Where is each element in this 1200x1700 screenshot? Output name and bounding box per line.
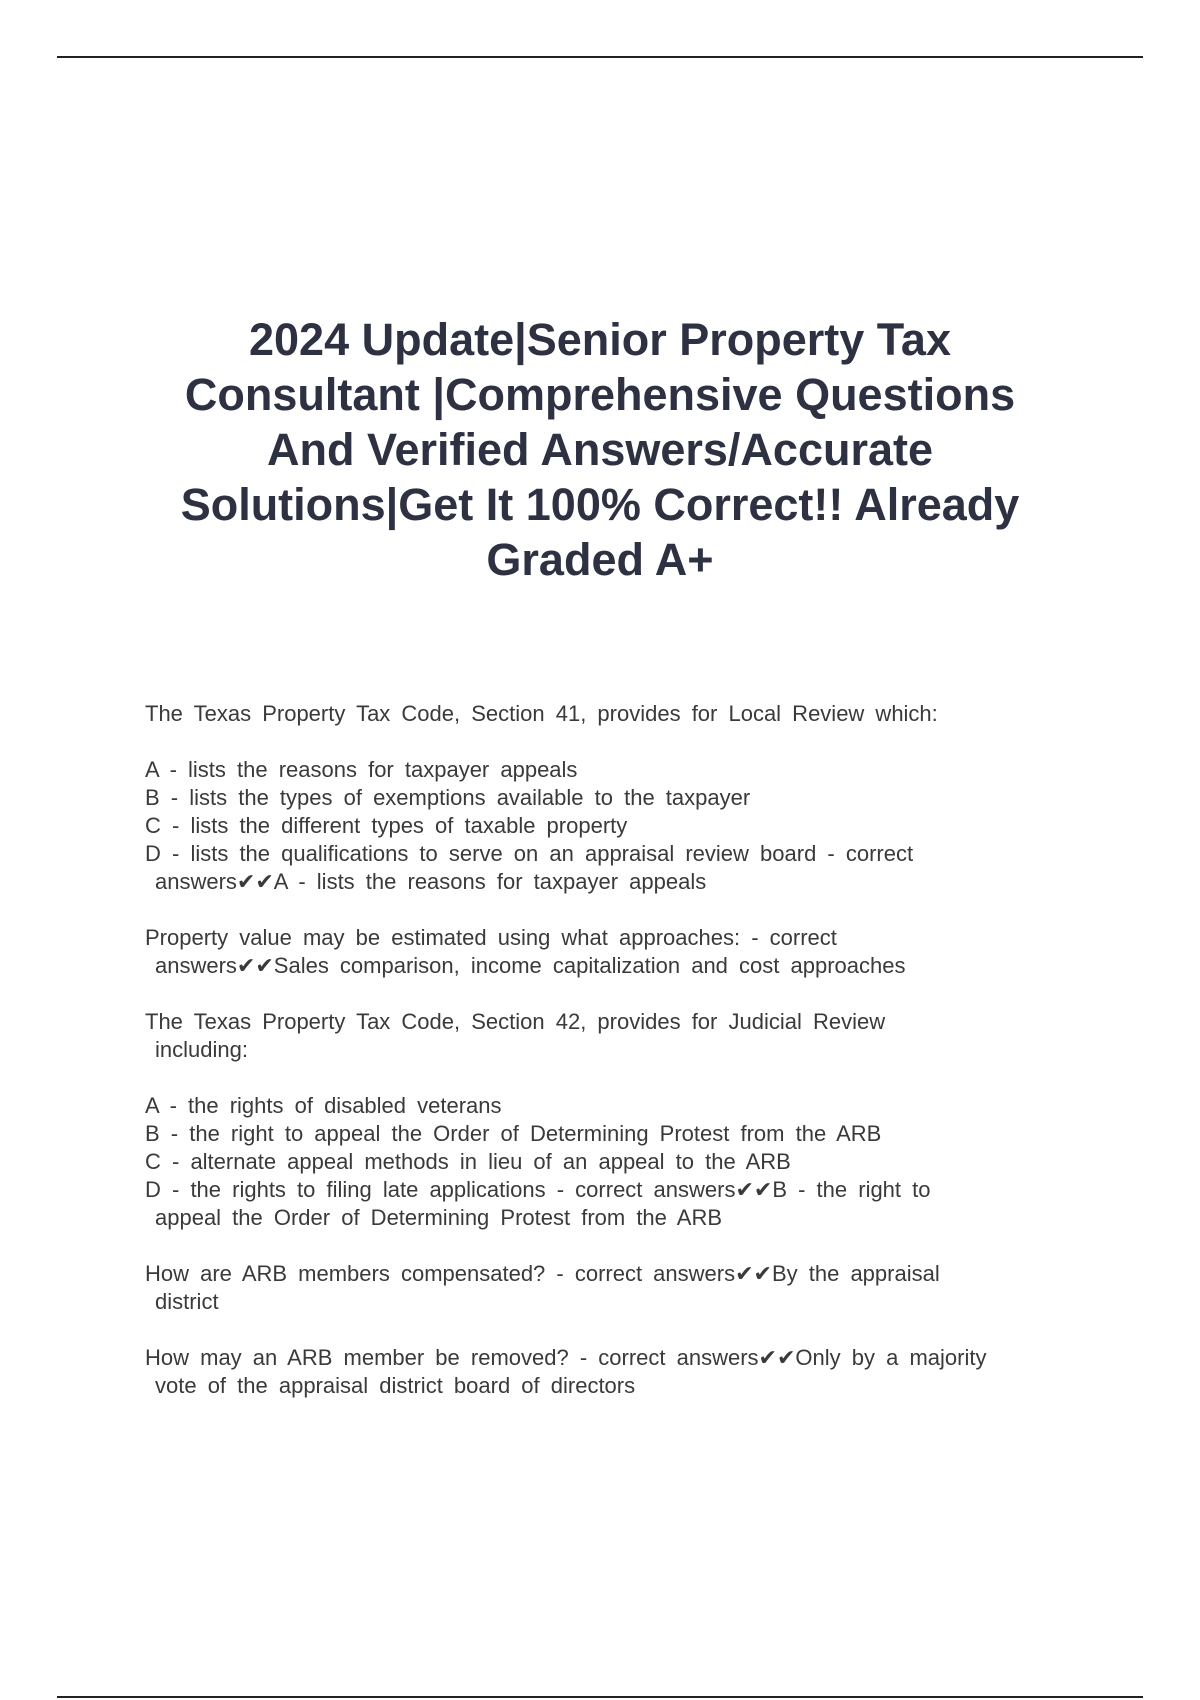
title-line: Solutions|Get It 100% Correct!! Already (180, 479, 1020, 530)
option-d: D - lists the qualifications to serve on an appraisal review board - correct (145, 841, 914, 866)
top-rule (57, 56, 1143, 58)
title-line: Consultant |Comprehensive Questions (184, 369, 1016, 420)
answer-text: vote of the appraisal district board of directors (155, 1373, 636, 1398)
question-text-continued: including: (155, 1037, 248, 1062)
blank-line (145, 1064, 1105, 1092)
question-block-2 (145, 924, 1105, 980)
question-list (145, 700, 1105, 1428)
option-a: A - the rights of disabled veterans (145, 1093, 502, 1118)
question-block-3 (145, 1008, 1105, 1232)
option-c: C - lists the different types of taxable property (145, 813, 628, 838)
title-line: Graded A+ (486, 534, 714, 585)
answer-text: district (155, 1289, 219, 1314)
option-c: C - alternate appeal methods in lieu of an appeal to the ARB (145, 1149, 791, 1174)
blank-line (145, 728, 1105, 756)
title-line: 2024 Update|Senior Property Tax (248, 314, 951, 365)
answer-text: appeal the Order of Determining Protest from the ARB (155, 1205, 723, 1230)
question-block-5 (145, 1344, 1105, 1400)
option-b: B - the right to appeal the Order of Determining Protest from the ARB (145, 1121, 882, 1146)
title-line: And Verified Answers/Accurate (266, 424, 934, 475)
question-text: The Texas Property Tax Code, Section 42, provides for Judicial Review (145, 1009, 886, 1034)
question-text: Property value may be estimated using what approaches: - correct (145, 925, 837, 950)
question-text: How are ARB members compensated? - correct answers✔✔By the appraisal (145, 1261, 940, 1286)
question-text: How may an ARB member be removed? - correct answers✔✔Only by a majority (145, 1345, 987, 1370)
answer-text: answers✔✔Sales comparison, income capitalization and cost approaches (155, 953, 906, 978)
question-text: The Texas Property Tax Code, Section 41, provides for Local Review which: (145, 701, 938, 726)
option-d: D - the rights to filing late applications - correct answers✔✔B - the right to (145, 1177, 931, 1202)
option-a: A - lists the reasons for taxpayer appeals (145, 757, 578, 782)
question-block-1 (145, 700, 1105, 896)
option-b: B - lists the types of exemptions available to the taxpayer (145, 785, 751, 810)
document-title (100, 312, 1100, 587)
answer-text: answers✔✔A - lists the reasons for taxpayer appeals (155, 869, 707, 894)
question-block-4 (145, 1260, 1105, 1316)
bottom-rule (57, 1696, 1143, 1698)
